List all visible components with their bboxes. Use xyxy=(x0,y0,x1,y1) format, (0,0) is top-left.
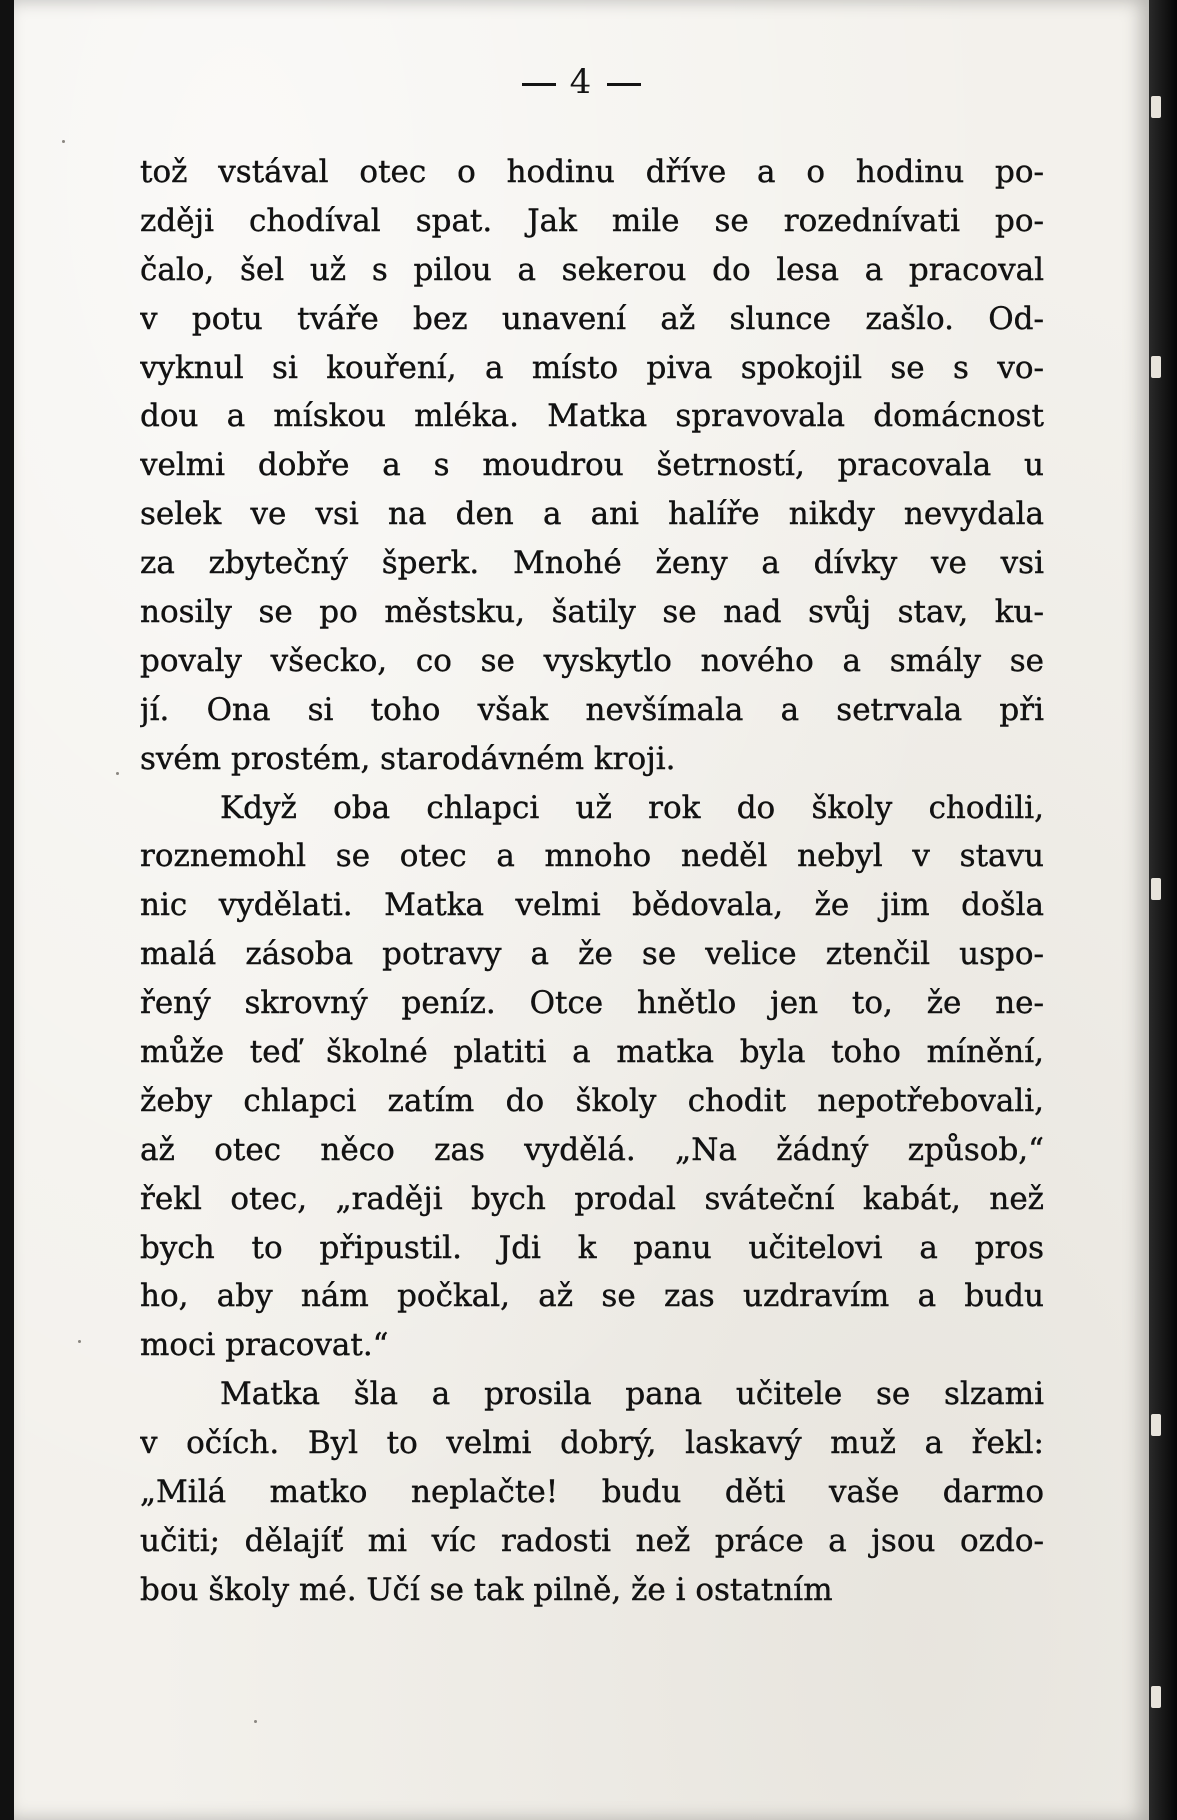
text-line: v očích. Byl to velmi dobrý, laskavý muž a řekl: xyxy=(140,1425,1044,1462)
paper-speck xyxy=(116,772,119,775)
page-number-dash-left xyxy=(522,83,556,86)
binding-stitch xyxy=(1151,878,1161,900)
text-line: selek ve vsi na den a ani halíře nikdy nevydala xyxy=(140,496,1044,533)
text-line: jí. Ona si toho však nevšímala a setrvala při xyxy=(140,691,1044,728)
text-line: bych to připustil. Jdi k panu učitelovi a pros xyxy=(140,1229,1044,1266)
page-number xyxy=(14,62,1149,102)
text-line: roznemohl se otec a mnoho neděl nebyl v stavu xyxy=(140,838,1044,875)
paragraph-1 xyxy=(140,148,1044,784)
binding-stitch xyxy=(1151,356,1161,378)
text-line: „Milá matko neplačte! budu děti vaše darmo xyxy=(140,1474,1044,1511)
paragraph-2 xyxy=(140,784,1044,1371)
text-line: až otec něco zas vydělá. „Na žádný způsob,“ xyxy=(140,1131,1044,1168)
text-line: dou a mískou mléka. Matka spravovala domácnost xyxy=(140,398,1044,435)
body-text xyxy=(140,148,1044,1615)
paper-speck xyxy=(78,1340,81,1343)
text-line: ho, aby nám počkal, až se zas uzdravím a budu xyxy=(140,1278,1044,1315)
paragraph-3 xyxy=(140,1370,1044,1614)
text-line: bou školy mé. Učí se tak pilně, že i ostatním xyxy=(140,1571,833,1608)
text-line: moci pracovat.“ xyxy=(140,1327,389,1364)
binding-edge xyxy=(1149,0,1177,1820)
text-line: žeby chlapci zatím do školy chodit nepotřebovali, xyxy=(140,1082,1044,1119)
text-line: řekl otec, „raději bych prodal sváteční kabát, než xyxy=(140,1180,1044,1217)
text-line: čalo, šel už s pilou a sekerou do lesa a pracoval xyxy=(140,251,1044,288)
text-line: řený skrovný peníz. Otce hnětlo jen to, že ne- xyxy=(140,985,1044,1022)
text-line: může teď školné platiti a matka byla toho mínění, xyxy=(140,1034,1044,1071)
text-line: malá zásoba potravy a že se velice ztenčil uspo- xyxy=(140,936,1044,973)
text-line: Matka šla a prosila pana učitele se slzami xyxy=(220,1376,1044,1413)
binding-stitch xyxy=(1151,1414,1161,1436)
paper-speck xyxy=(254,1720,257,1723)
text-line: v potu tváře bez unavení až slunce zašlo. Od- xyxy=(140,300,1044,337)
text-line: učiti; dělajíť mi víc radosti než práce a jsou ozdo- xyxy=(140,1522,1044,1559)
text-line: nosily se po městsku, šatily se nad svůj stav, ku- xyxy=(140,594,1044,631)
book-page xyxy=(14,0,1149,1820)
binding-stitch xyxy=(1151,96,1161,118)
text-line: nic vydělati. Matka velmi bědovala, že jim došla xyxy=(140,887,1044,924)
page-number-value: 4 xyxy=(569,62,594,102)
text-line: velmi dobře a s moudrou šetrností, pracovala u xyxy=(140,447,1044,484)
text-line: zději chodíval spat. Jak mile se rozednívati po- xyxy=(140,202,1044,239)
text-line: Když oba chlapci už rok do školy chodili, xyxy=(220,789,1044,826)
text-line: za zbytečný šperk. Mnohé ženy a dívky ve vsi xyxy=(140,545,1044,582)
page-number-dash-right xyxy=(607,83,641,86)
paper-speck xyxy=(62,140,65,143)
text-line: vyknul si kouření, a místo piva spokojil se s vo- xyxy=(140,349,1044,386)
text-line: tož vstával otec o hodinu dříve a o hodinu po- xyxy=(140,154,1044,190)
text-line: povaly všecko, co se vyskytlo nového a smály se xyxy=(140,642,1044,679)
text-line: svém prostém, starodávném kroji. xyxy=(140,740,676,777)
binding-stitch xyxy=(1151,1686,1161,1708)
